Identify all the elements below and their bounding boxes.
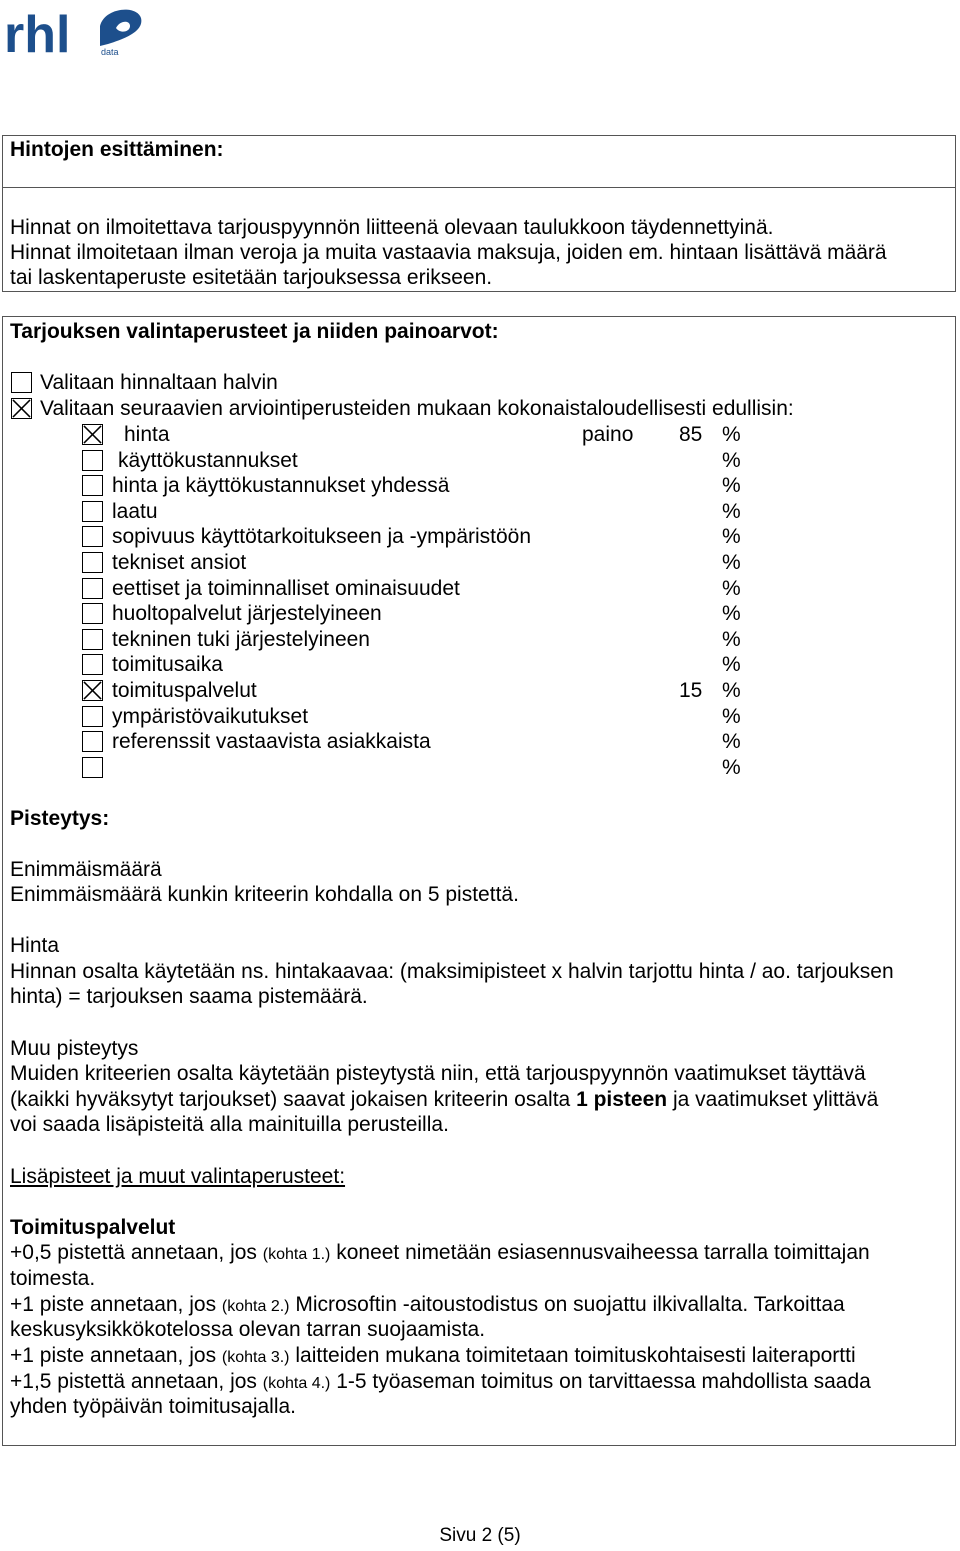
criterion-checkbox[interactable] [82, 424, 103, 445]
percent-sign: % [722, 628, 741, 651]
criterion-label: eettiset ja toiminnalliset ominaisuudet [112, 577, 460, 600]
extra-item-1: +0,5 pistettä annetaan, jos (kohta 1.) koneet nimetään esiasennusvaiheessa tarralla toimittajan [10, 1241, 870, 1264]
percent-sign: % [722, 449, 741, 472]
percent-sign: % [722, 756, 741, 779]
price-heading: Hinta [10, 934, 60, 957]
weight-label: paino [582, 423, 634, 446]
criterion-checkbox[interactable] [82, 706, 103, 727]
extra-item-4-cont: yhden työpäivän toimitusajalla. [10, 1395, 297, 1418]
criterion-checkbox[interactable] [82, 552, 103, 573]
criterion-label: sopivuus käyttötarkoitukseen ja -ympäristöön [112, 525, 532, 548]
economic-checkbox[interactable] [11, 398, 32, 419]
percent-sign: % [722, 730, 741, 753]
criterion-label: laatu [112, 500, 158, 523]
other-heading: Muu pisteytys [10, 1037, 139, 1060]
percent-sign: % [722, 602, 741, 625]
extra-points-heading: Lisäpisteet ja muut valintaperusteet: [10, 1165, 346, 1188]
logo-subtext: data [101, 47, 119, 56]
criterion-label: referenssit vastaavista asiakkaista [112, 730, 431, 753]
criterion-label: hinta [124, 423, 170, 446]
other-line-2: (kaikki hyväksytyt tarjoukset) saavat jokaisen kriteerin osalta 1 pisteen ja vaatimukset ylittävä [10, 1088, 879, 1111]
extra-item-2: +1 piste annetaan, jos (kohta 2.) Microsoftin -aitoustodistus on suojattu ilkivallalta. Tarkoittaa [10, 1293, 845, 1316]
percent-sign: % [722, 500, 741, 523]
criterion-weight: 15 [679, 679, 703, 702]
price-line-1: Hinnan osalta käytetään ns. hintakaavaa: (maksimipisteet x halvin tarjottu hinta / ao. tarjouksen [10, 960, 894, 983]
criterion-checkbox[interactable] [82, 654, 103, 675]
criterion-label: toimituspalvelut [112, 679, 257, 702]
percent-sign: % [722, 679, 741, 702]
criterion-checkbox[interactable] [82, 578, 103, 599]
lowest-price-label: Valitaan hinnaltaan halvin [40, 371, 278, 394]
scoring-title: Pisteytys: [10, 807, 110, 830]
check-cross-icon [83, 681, 102, 700]
page-number: Sivu 2 (5) [439, 1525, 521, 1546]
pricing-line-3: tai laskentaperuste esitetään tarjouksessa erikseen. [10, 266, 493, 289]
pricing-title: Hintojen esittäminen: [10, 138, 224, 161]
extra-item-4: +1,5 pistettä annetaan, jos (kohta 4.) 1-5 työaseman toimitus on tarvittaessa mahdollista saada [10, 1370, 871, 1393]
max-text: Enimmäismäärä kunkin kriteerin kohdalla on 5 pistettä. [10, 883, 519, 906]
criterion-label: toimitusaika [112, 653, 223, 676]
criterion-label: huoltopalvelut järjestelyineen [112, 602, 382, 625]
check-cross-icon [12, 399, 31, 418]
percent-sign: % [722, 551, 741, 574]
other-line-1: Muiden kriteerien osalta käytetään pisteytystä niin, että tarjouspyynnön vaatimukset täyttävä [10, 1062, 866, 1085]
price-line-2: hinta) = tarjouksen saama pistemäärä. [10, 985, 368, 1008]
check-cross-icon [83, 425, 102, 444]
criterion-label: tekniset ansiot [112, 551, 247, 574]
company-logo [4, 4, 144, 56]
criteria-title: Tarjouksen valintaperusteet ja niiden painoarvot: [10, 320, 499, 343]
criterion-checkbox[interactable] [82, 501, 103, 522]
criterion-checkbox[interactable] [82, 680, 103, 701]
criterion-checkbox[interactable] [82, 731, 103, 752]
criterion-checkbox[interactable] [82, 629, 103, 650]
percent-sign: % [722, 705, 741, 728]
percent-sign: % [722, 474, 741, 497]
criterion-checkbox[interactable] [82, 475, 103, 496]
max-heading: Enimmäismäärä [10, 858, 162, 881]
criterion-checkbox[interactable] [82, 526, 103, 547]
percent-sign: % [722, 525, 741, 548]
percent-sign: % [722, 653, 741, 676]
pricing-line-1: Hinnat on ilmoitettava tarjouspyynnön liitteenä olevaan taulukkoon täydennettyinä. [10, 216, 774, 239]
criterion-label: hinta ja käyttökustannukset yhdessä [112, 474, 450, 497]
delivery-heading: Toimituspalvelut [10, 1216, 176, 1239]
percent-sign: % [722, 423, 741, 446]
criterion-checkbox[interactable] [82, 450, 103, 471]
economic-label: Valitaan seuraavien arviointiperusteiden mukaan kokonaistaloudellisesti edullisin: [40, 397, 794, 420]
criterion-checkbox[interactable] [82, 757, 103, 778]
pricing-line-2: Hinnat ilmoitetaan ilman veroja ja muita vastaavia maksuja, joiden em. hintaan lisättävä määrä [10, 241, 887, 264]
criterion-label: ympäristövaikutukset [112, 705, 309, 728]
lowest-price-checkbox[interactable] [11, 372, 32, 393]
logo-text: rhl [4, 6, 71, 56]
other-line-3: voi saada lisäpisteitä alla mainituilla perusteilla. [10, 1113, 449, 1136]
criterion-checkbox[interactable] [82, 603, 103, 624]
criterion-label: käyttökustannukset [118, 449, 298, 472]
extra-item-3: +1 piste annetaan, jos (kohta 3.) laitteiden mukana toimitetaan toimituskohtaisesti laiteraportti [10, 1344, 856, 1367]
extra-item-1-cont: toimesta. [10, 1267, 96, 1290]
extra-item-2-cont: keskusyksikkökotelossa olevan tarran suojaamista. [10, 1318, 486, 1341]
criterion-label: tekninen tuki järjestelyineen [112, 628, 370, 651]
criterion-weight: 85 [679, 423, 703, 446]
percent-sign: % [722, 577, 741, 600]
